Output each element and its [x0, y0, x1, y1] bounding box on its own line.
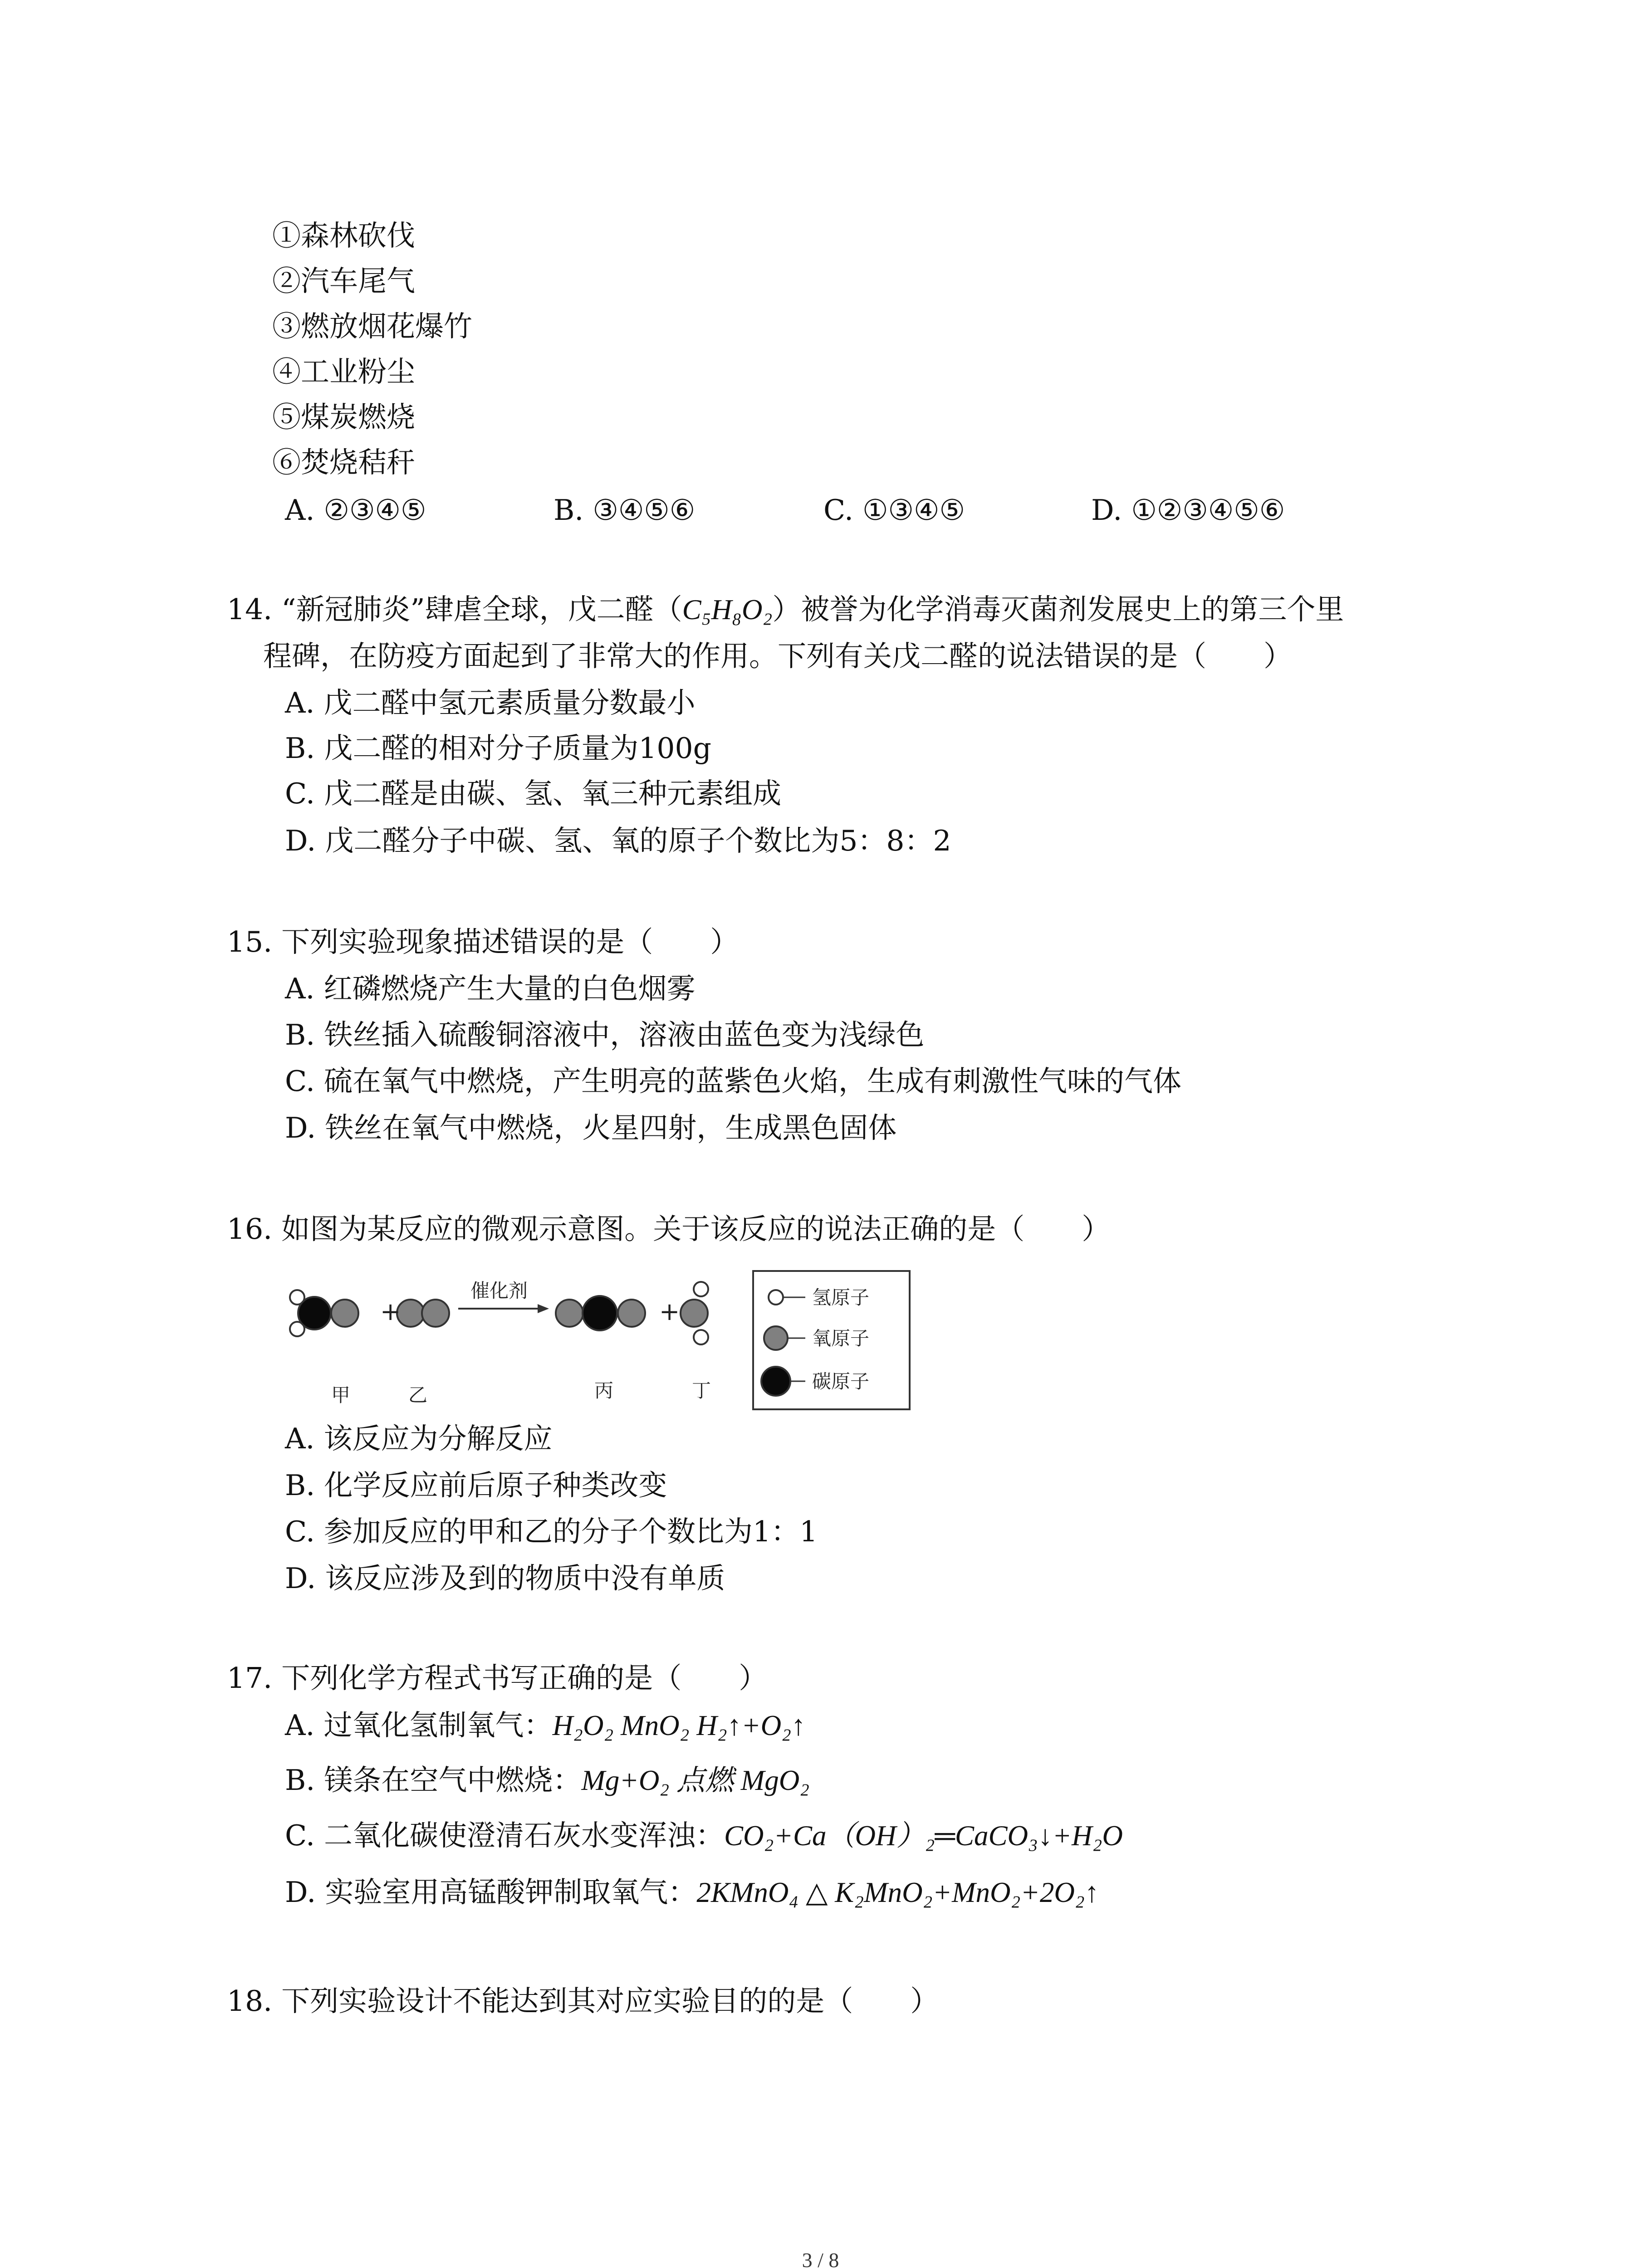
species-label-ding: 丁	[692, 1379, 711, 1402]
q17-option-d	[285, 1878, 1099, 1907]
species-label-yi: 乙	[408, 1384, 428, 1406]
legend-label-hydrogen: 氢原子	[812, 1286, 870, 1309]
legend-carbon-swatch	[761, 1367, 790, 1396]
page-number: 3 / 8	[802, 2248, 839, 2268]
hydrogen-atom	[694, 1282, 708, 1296]
q17-option-b	[285, 1766, 809, 1795]
q17-option-c-equation: CO₂+Ca（OH）₂═CaCO₃↓+H₂O	[724, 1820, 1123, 1852]
oxygen-atom	[618, 1300, 645, 1327]
q16-option-a: A. 该反应为分解反应	[285, 1422, 553, 1455]
species-label-bing: 丙	[594, 1379, 614, 1402]
q13-option-a: A. ②③④⑤	[285, 494, 426, 527]
q14-option-b: B. 戊二醛的相对分子质量为100g	[285, 732, 711, 765]
q14-option-d: D. 戊二醛分子中碳、氢、氧的原子个数比为5：8：2	[285, 824, 951, 857]
oxygen-atom	[556, 1300, 583, 1327]
hydrogen-atom	[694, 1330, 708, 1344]
legend-oxygen-swatch	[764, 1326, 788, 1350]
q16-option-c: C. 参加反应的甲和乙的分子个数比为1：1	[285, 1515, 818, 1548]
catalyst-label: 催化剂	[470, 1280, 528, 1302]
plus-sign-2: +	[659, 1297, 680, 1326]
q17-option-a-label: A. 过氧化氢制氧气：	[285, 1709, 553, 1742]
q17-option-d-label: D. 实验室用高锰酸钾制取氧气：	[285, 1876, 697, 1909]
legend-label-oxygen: 氧原子	[812, 1327, 870, 1349]
q15-option-a: A. 红磷燃烧产生大量的白色烟雾	[285, 972, 696, 1005]
q16-option-b: B. 化学反应前后原子种类改变	[285, 1469, 667, 1502]
q16-option-d: D. 该反应涉及到的物质中没有单质	[285, 1562, 725, 1595]
legend-hydrogen-swatch	[769, 1290, 783, 1305]
q14-stem-a: 14. “新冠肺炎”肆虐全球，戊二醛（	[227, 593, 682, 626]
oxygen-atom	[422, 1300, 449, 1327]
carbon-atom	[298, 1297, 331, 1330]
q15-option-c: C. 硫在氧气中燃烧，产生明亮的蓝紫色火焰，生成有刺激性气味的气体	[285, 1065, 1182, 1098]
q13-item-2: ②汽车尾气	[272, 264, 415, 298]
q15-stem: 15. 下列实验现象描述错误的是（ ）	[227, 925, 739, 958]
oxygen-atom	[397, 1300, 424, 1327]
q17-option-b-equation: Mg+O₂ 点燃 MgO₂	[581, 1765, 810, 1796]
q17-stem: 17. 下列化学方程式书写正确的是（ ）	[227, 1662, 768, 1695]
q14-stem-b: ）被誉为化学消毒灭菌剂发展史上的第三个里	[772, 593, 1344, 626]
q18-stem: 18. 下列实验设计不能达到其对应实验目的的是（ ）	[227, 1984, 939, 2018]
q14-formula: C₅H₈O₂	[682, 594, 773, 626]
q13-item-1: ①森林砍伐	[272, 219, 415, 252]
molecule-jia	[290, 1290, 358, 1336]
molecule-bing	[556, 1296, 645, 1330]
species-label-jia: 甲	[331, 1384, 351, 1406]
molecule-yi	[397, 1300, 449, 1327]
plus-sign-1: +	[380, 1297, 401, 1326]
q14-stem	[227, 595, 1344, 624]
legend-label-carbon: 碳原子	[812, 1370, 870, 1393]
q15-option-b: B. 铁丝插入硫酸铜溶液中，溶液由蓝色变为浅绿色	[285, 1018, 925, 1051]
q16-stem: 16. 如图为某反应的微观示意图。关于该反应的说法正确的是（ ）	[227, 1212, 1111, 1246]
q17-option-c-label: C. 二氧化碳使澄清石灰水变浑浊：	[285, 1819, 725, 1852]
q13-option-b: B. ③④⑤⑥	[554, 494, 696, 527]
molecule-ding	[681, 1282, 708, 1344]
oxygen-atom	[681, 1300, 708, 1327]
carbon-atom	[583, 1296, 617, 1330]
q14-option-c: C. 戊二醛是由碳、氢、氧三种元素组成	[285, 777, 782, 810]
q13-option-d: D. ①②③④⑤⑥	[1091, 494, 1285, 527]
q17-option-a	[285, 1711, 806, 1740]
oxygen-atom	[331, 1300, 358, 1327]
q13-option-c: C. ①③④⑤	[823, 494, 965, 527]
q13-item-3: ③燃放烟花爆竹	[272, 310, 472, 343]
q13-item-6: ⑥焚烧秸秆	[272, 446, 415, 479]
q17-option-d-equation: 2KMnO₄ △ K₂MnO₂+MnO₂+2O₂↑	[696, 1877, 1099, 1908]
q17-option-a-equation: H₂O₂ MnO₂ H₂↑+O₂↑	[552, 1710, 806, 1741]
q15-option-d: D. 铁丝在氧气中燃烧，火星四射，生成黑色固体	[285, 1111, 897, 1144]
q17-option-c	[285, 1821, 1123, 1850]
q13-item-5: ⑤煤炭燃烧	[272, 401, 415, 434]
q14-stem-line2: 程碑，在防疫方面起到了非常大的作用。下列有关戊二醛的说法错误的是（ ）	[263, 640, 1292, 673]
q13-item-4: ④工业粉尘	[272, 355, 415, 388]
q14-option-a: A. 戊二醛中氢元素质量分数最小	[285, 686, 696, 719]
reaction-diagram	[272, 1266, 916, 1415]
reaction-arrowhead	[538, 1304, 549, 1313]
q17-option-b-label: B. 镁条在空气中燃烧：	[285, 1764, 582, 1797]
